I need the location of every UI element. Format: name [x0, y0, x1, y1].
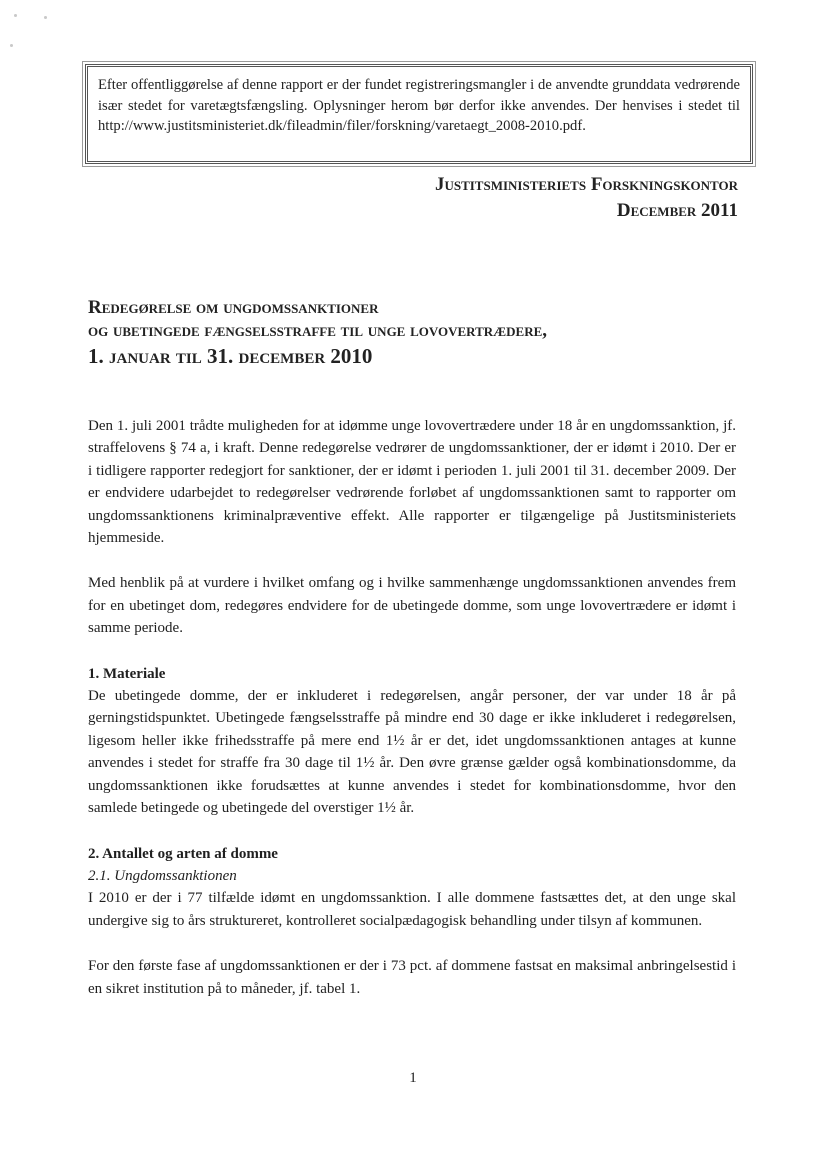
title-line-1: Redegørelse om ungdomssanktioner — [88, 297, 379, 318]
publisher-block — [435, 172, 738, 224]
scan-speck — [10, 44, 13, 47]
organization-name: Justitsministeriets Forskningskontor — [434, 174, 738, 195]
section-1-heading: 1. Materiale — [88, 665, 166, 682]
intro-paragraph-2: Med henblik på at vurdere i hvilket omfang og i hvilke sammenhænge ungdomssanktionen anvendes frem for en ubetinget dom, redegøres endvidere for de ubetingede domme, som unge lovovertrædere er idømt i samme periode. — [88, 575, 736, 637]
section-2-heading: 2. Antallet og arten af domme — [88, 845, 278, 862]
page-number: 1 — [409, 1070, 417, 1086]
publication-date: December 2011 — [616, 200, 738, 221]
section-2-1-heading: 2.1. Ungdomssanktionen — [88, 867, 237, 884]
report-title — [88, 296, 748, 371]
intro-paragraph-1: Den 1. juli 2001 trådte muligheden for at idømme unge lovovertrædere under 18 år en ungdomssanktion, jf. straffelovens § 74 a, i kraft. Denne redegørelse vedrører de ungdomssanktioner, der er idømt i 2010. Der er i tidligere rapporter redegjort for sanktioner, der er idømt i perioden 1. juli 2001 til 31. december 2009. Der er endvidere udarbejdet to redegørelser vedrørende forløbet af ungdomssanktionen samt to rapporter om ungdomssanktionens kriminalpræventive effekt. Alle rapporter er tilgængelige på Justitsministeriets hjemmeside. — [88, 418, 736, 547]
title-line-2: og ubetingede fængselsstraffe til unge lovovertrædere, — [88, 320, 548, 341]
title-line-3: 1. januar til 31. december 2010 — [88, 344, 373, 368]
scan-speck — [14, 14, 17, 17]
errata-notice-box — [85, 64, 753, 164]
errata-notice-text: Efter offentliggørelse af denne rapport er der fundet registreringsmangler i de anvendte grunddata vedrørende især stedet for varetægtsfængsling. Oplysninger herom bør derfor ikke anvendes. Der henvises i stedet til http://www.justitsministeriet.dk/fileadmin/filer/forskning/varetaegt_2008-2010.pdf. — [98, 77, 740, 134]
section-2-1-paragraph-2: For den første fase af ungdomssanktionen er der i 73 pct. af dommene fastsat en maksimal anbringelsestid i en sikret institution på to måneder, jf. tabel 1. — [88, 958, 736, 997]
section-2-1-paragraph: I 2010 er der i 77 tilfælde idømt en ungdomssanktion. I alle dommene fastsættes det, at den unge skal undergive sig to års struktureret, kontrolleret socialpædagogisk behandling under tilsyn af kommunen. — [88, 890, 736, 929]
document-body — [88, 415, 736, 1000]
scan-speck — [44, 16, 47, 19]
section-1-paragraph: De ubetingede domme, der er inkluderet i redegørelsen, angår personer, der var under 18 år på gerningstidspunktet. Ubetingede fængselsstraffe på mindre end 30 dage er ikke inkluderet i redegørelsen, ligesom heller ikke frihedsstraffe på mere end 1½ år er det, idet ungdomssanktionen antages at kunne anvendes i stedet for straffe fra 30 dage til 1½ år. Den øvre grænse gælder også kombinationsdomme, da ungdomssanktionen ikke forudsættes at kunne anvendes i stedet for kombinationsdomme, hvor den samlede betingede og ubetingede del overstiger 1½ år. — [88, 688, 736, 817]
